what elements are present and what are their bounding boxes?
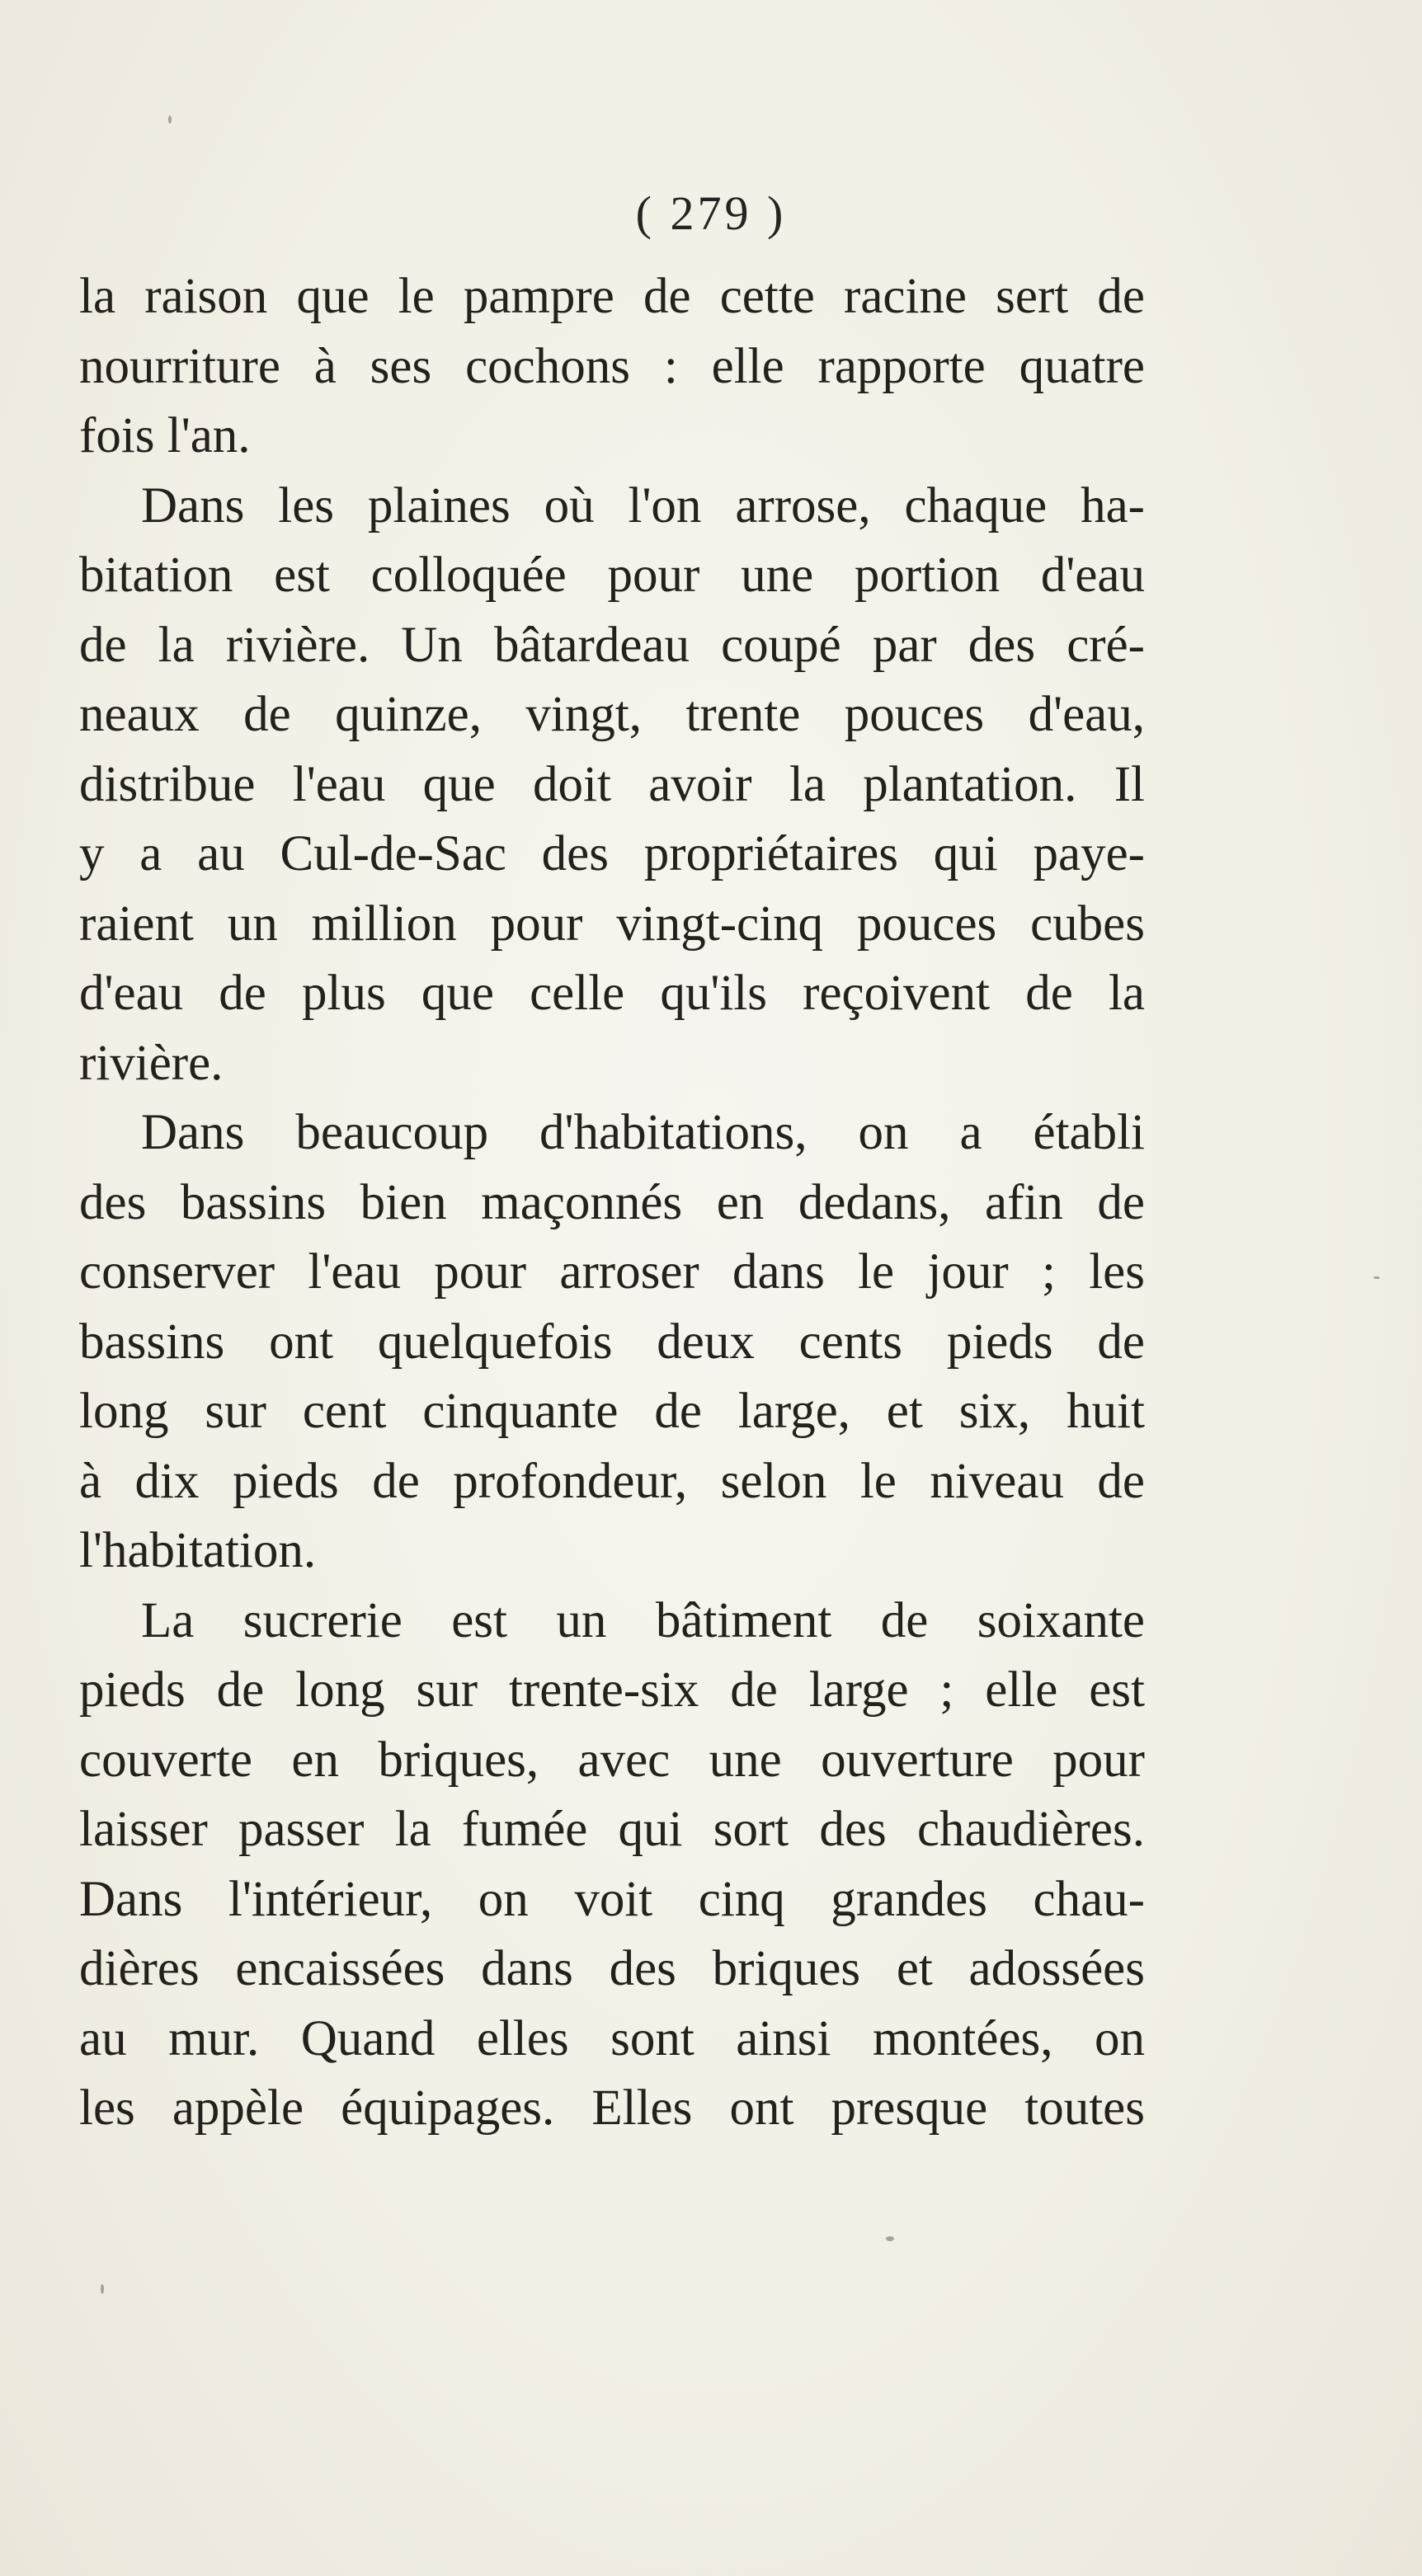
text-line: pieds de long sur trente-six de large ; elle est [79,1662,1145,1718]
text-line: les appèle équipages. Elles ont presque toutes [79,2080,1145,2136]
text-line: fois l'an. [79,408,251,463]
text-line: distribue l'eau que doit avoir la plantation. Il [79,756,1145,812]
text-line: de la rivière. Un bâtardeau coupé par des cré- [79,617,1145,673]
text-line: conserver l'eau pour arroser dans le jour ; les [79,1244,1145,1300]
body-text [79,262,1145,2144]
text-line: d'eau de plus que celle qu'ils reçoivent de la [79,966,1145,1021]
page-number: ( 279 ) [635,186,787,240]
text-line: raient un million pour vingt-cinq pouces cubes [79,895,1145,952]
text-line: y a au Cul-de-Sac des propriétaires qui paye- [79,826,1145,881]
text-line: couverte en briques, avec une ouverture pour [79,1732,1145,1788]
text-line: bitation est colloquée pour une portion d'eau [79,548,1145,603]
text-line: à dix pieds de profondeur, selon le niveau de [79,1453,1145,1509]
text-line: l'habitation. [79,1523,317,1578]
text-line: Dans l'intérieur, on voit cinq grandes chau- [79,1871,1145,1927]
text-line: nourriture à ses cochons : elle rapporte quatre [79,338,1145,394]
text-line: dières encaissées dans des briques et adossées [79,1941,1145,1996]
text-line: la raison que le pampre de cette racine sert de [79,269,1145,324]
text-line: laisser passer la fumée qui sort des chaudières. [79,1802,1145,1857]
text-line: au mur. Quand elles sont ainsi montées, on [79,2010,1145,2066]
paragraph-first-line: Dans beaucoup d'habitations, on a établi [141,1105,1145,1160]
paper-speck [168,115,172,124]
text-line: bassins ont quelquefois deux cents pieds de [79,1314,1145,1370]
paper-speck [101,2284,104,2294]
paragraph-first-line: Dans les plaines où l'on arrose, chaque ha- [141,477,1145,534]
text-line: neaux de quinze, vingt, trente pouces d'eau, [79,687,1145,742]
paper-speck [1373,1276,1380,1279]
paragraph-first-line: La sucrerie est un bâtiment de soixante [141,1592,1145,1648]
text-line: rivière. [79,1035,224,1091]
text-line: long sur cent cinquante de large, et six, huit [79,1384,1145,1439]
text-line: des bassins bien maçonnés en dedans, afin de [79,1174,1145,1230]
paper-speck [886,2236,894,2241]
